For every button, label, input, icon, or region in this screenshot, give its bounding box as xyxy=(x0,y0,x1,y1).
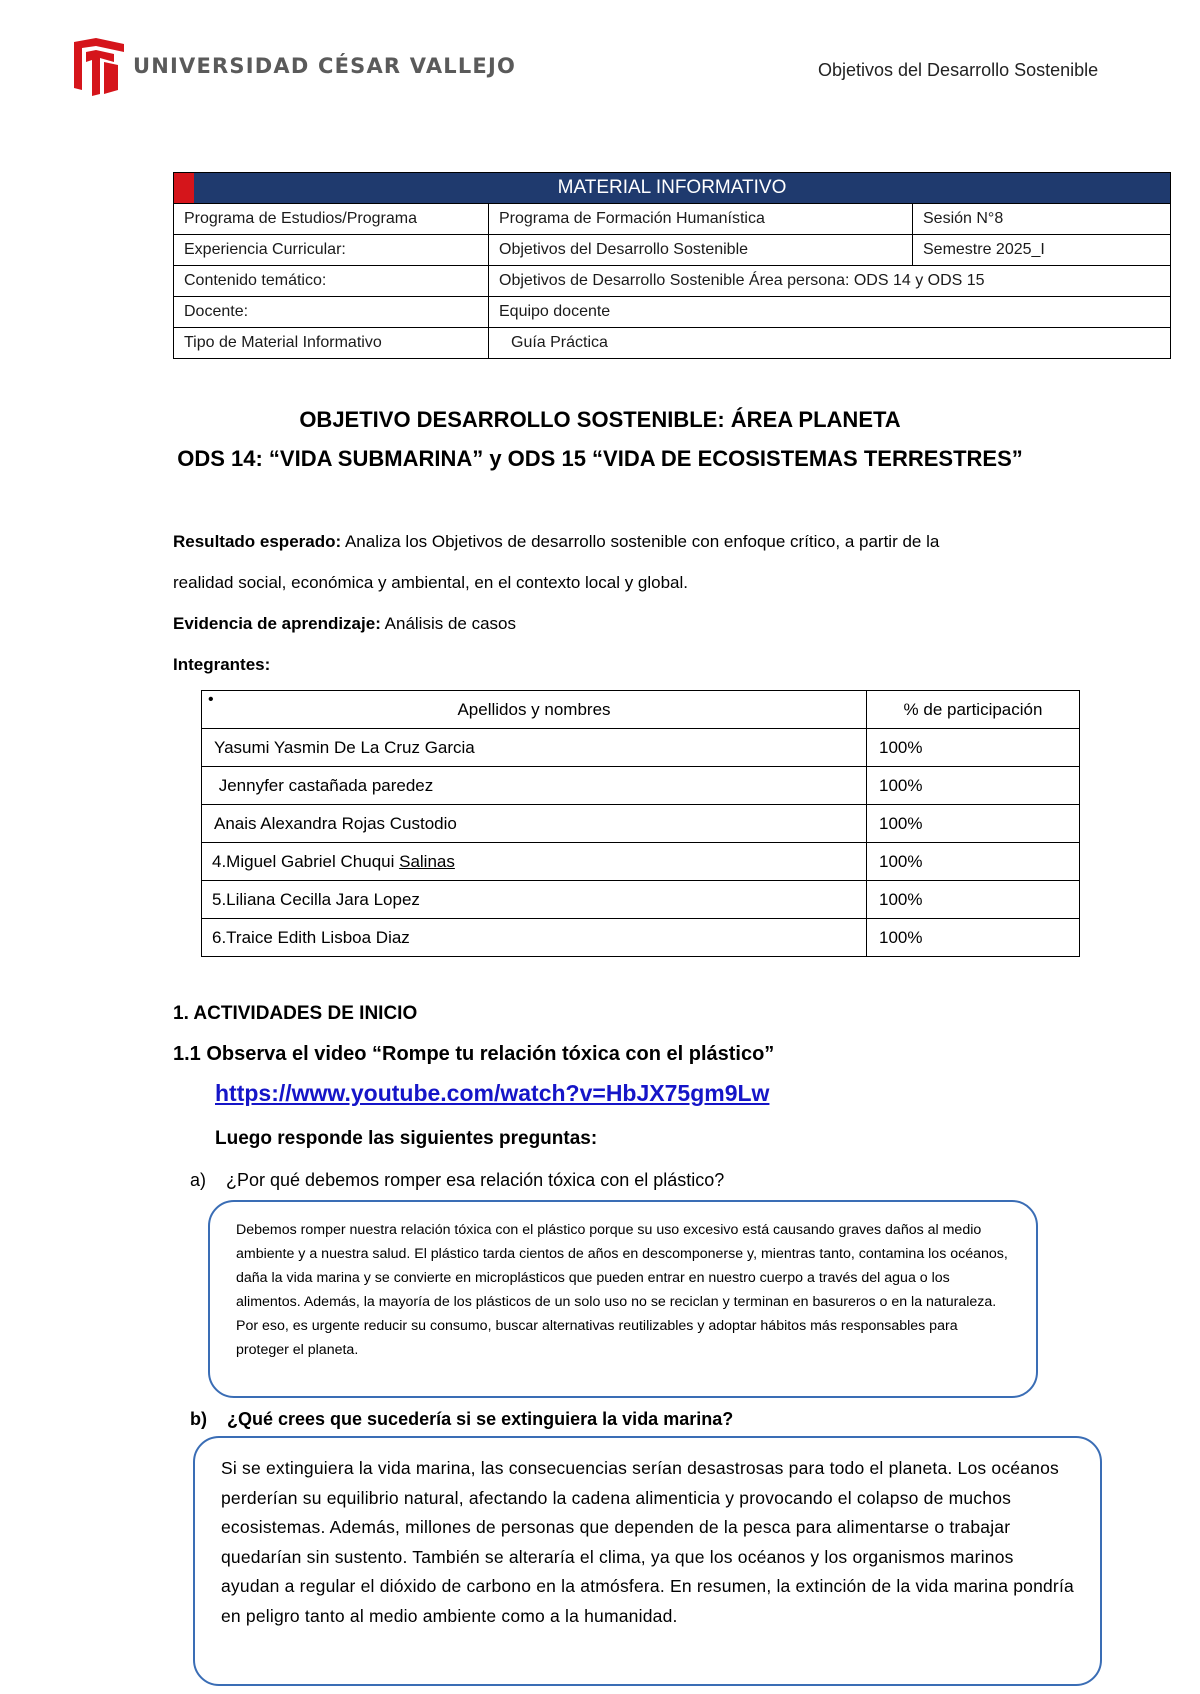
table-cell: Semestre 2025_I xyxy=(913,235,1171,266)
section-subheading: 1.1 Observa el video “Rompe tu relación tóxica con el plástico” xyxy=(173,1043,775,1065)
member-name: 5.Liliana Cecilla Jara Lopez xyxy=(202,881,867,919)
answer-a-text: Debemos romper nuestra relación tóxica con el plástico porque su uso excesivo está causando graves daños al medio ambiente y a nuestra salud. El plástico tarda cientos de años en descomponerse y, mientras tanto, contamina los océanos, daña la vida marina y se convierte en microplásticos que pueden entrar en nuestro cuerpo a través del agua o los alimentos. Además, la mayoría de los plásticos de un solo uso no se reciclan y terminan en basureros o en la naturaleza. Por eso, es urgente reducir su consumo, buscar alternativas reutilizables y adoptar hábitos más responsables para proteger el planeta. xyxy=(236,1222,1008,1358)
section-heading: 1. ACTIVIDADES DE INICIO xyxy=(173,1003,418,1024)
table-cell: Docente: xyxy=(174,297,489,328)
member-pct: 100% xyxy=(867,767,1080,805)
members-header-pct: % de participación xyxy=(867,691,1080,729)
table-cell: Guía Práctica xyxy=(489,328,1171,359)
university-logo-icon xyxy=(74,38,124,96)
table-cell: Equipo docente xyxy=(489,297,1171,328)
members-table xyxy=(201,690,1080,957)
info-table xyxy=(173,172,1171,359)
members-header-name xyxy=(202,691,867,729)
question-a: a) ¿Por qué debemos romper esa relación tóxica con el plástico? xyxy=(190,1170,725,1190)
member-name-underlined: Salinas xyxy=(399,851,455,871)
expected-result-line2: realidad social, económica y ambiental, en el contexto local y global. xyxy=(173,573,689,592)
table-cell: Programa de Formación Humanística xyxy=(489,204,913,235)
member-name: Jennyfer castañada paredez xyxy=(202,767,867,805)
table-row xyxy=(174,328,1171,359)
table-row xyxy=(202,843,1080,881)
expected-result-line1 xyxy=(173,532,939,552)
table-cell: Experiencia Curricular: xyxy=(174,235,489,266)
band-accent xyxy=(174,173,194,203)
info-band xyxy=(174,173,1171,204)
table-cell: Tipo de Material Informativo xyxy=(174,328,489,359)
info-band-row xyxy=(174,173,1171,204)
page-title: OBJETIVO DESARROLLO SOSTENIBLE: ÁREA PLANETA xyxy=(299,407,901,432)
info-band-title: MATERIAL INFORMATIVO xyxy=(557,177,787,198)
table-row xyxy=(202,805,1080,843)
corner-bullet: • xyxy=(208,691,214,708)
answer-a-box xyxy=(208,1200,1038,1398)
member-name-prefix: 4.Miguel Gabriel Chuqui xyxy=(212,851,400,871)
page-subtitle: ODS 14: “VIDA SUBMARINA” y ODS 15 “VIDA DE ECOSISTEMAS TERRESTRES” xyxy=(177,446,1023,471)
table-row xyxy=(174,297,1171,328)
table-cell: Sesión N°8 xyxy=(913,204,1171,235)
evidence-line xyxy=(173,614,516,634)
table-cell: Objetivos del Desarrollo Sostenible xyxy=(489,235,913,266)
table-row xyxy=(202,919,1080,957)
question-b: b) ¿Qué crees que sucedería si se extinguiera la vida marina? xyxy=(190,1409,734,1429)
member-name: Yasumi Yasmin De La Cruz Garcia xyxy=(202,729,867,767)
instruction-text: Luego responde las siguientes preguntas: xyxy=(215,1128,598,1149)
member-name: 6.Traice Edith Lisboa Diaz xyxy=(202,919,867,957)
members-label: Integrantes: xyxy=(173,655,271,674)
evidence-label: Evidencia de aprendizaje: xyxy=(173,614,381,633)
member-pct: 100% xyxy=(867,919,1080,957)
expected-result-text: Analiza los Objetivos de desarrollo sostenible con enfoque crítico, a partir de la xyxy=(341,532,940,551)
table-cell: Objetivos de Desarrollo Sostenible Área persona: ODS 14 y ODS 15 xyxy=(489,266,1171,297)
table-cell: Contenido temático: xyxy=(174,266,489,297)
table-row xyxy=(202,767,1080,805)
members-header-row xyxy=(202,691,1080,729)
member-name: Anais Alexandra Rojas Custodio xyxy=(202,805,867,843)
header-course-title: Objetivos del Desarrollo Sostenible xyxy=(818,60,1099,80)
header-name-label: Apellidos y nombres xyxy=(457,699,611,719)
member-pct: 100% xyxy=(867,805,1080,843)
video-link[interactable]: https://www.youtube.com/watch?v=HbJX75gm9Lw xyxy=(215,1080,770,1106)
table-row xyxy=(174,266,1171,297)
member-pct: 100% xyxy=(867,843,1080,881)
answer-b-text: Si se extinguiera la vida marina, las consecuencias serían desastrosas para todo el planeta. Los océanos perderían su equilibrio natural, afectando la cadena alimenticia y provocando el colapso de muchos ecosistemas. Además, millones de personas que dependen de la pesca para alimentarse o trabajar quedarían sin sustento. También se alteraría el clima, ya que los océanos y los organismos marinos ayudan a regular el dióxido de carbono en la atmósfera. En resumen, la extinción de la vida marina pondría en peligro tanto al medio ambiente como a la humanidad. xyxy=(221,1458,1074,1626)
member-name xyxy=(202,843,867,881)
member-pct: 100% xyxy=(867,881,1080,919)
evidence-text: Análisis de casos xyxy=(380,614,516,633)
table-row xyxy=(174,204,1171,235)
table-row xyxy=(174,235,1171,266)
table-row xyxy=(202,881,1080,919)
table-row xyxy=(202,729,1080,767)
table-cell: Programa de Estudios/Programa xyxy=(174,204,489,235)
university-name: UNIVERSIDAD CÉSAR VALLEJO xyxy=(133,54,517,78)
expected-result-label: Resultado esperado: xyxy=(173,532,342,551)
answer-b-box xyxy=(193,1436,1102,1686)
member-pct: 100% xyxy=(867,729,1080,767)
